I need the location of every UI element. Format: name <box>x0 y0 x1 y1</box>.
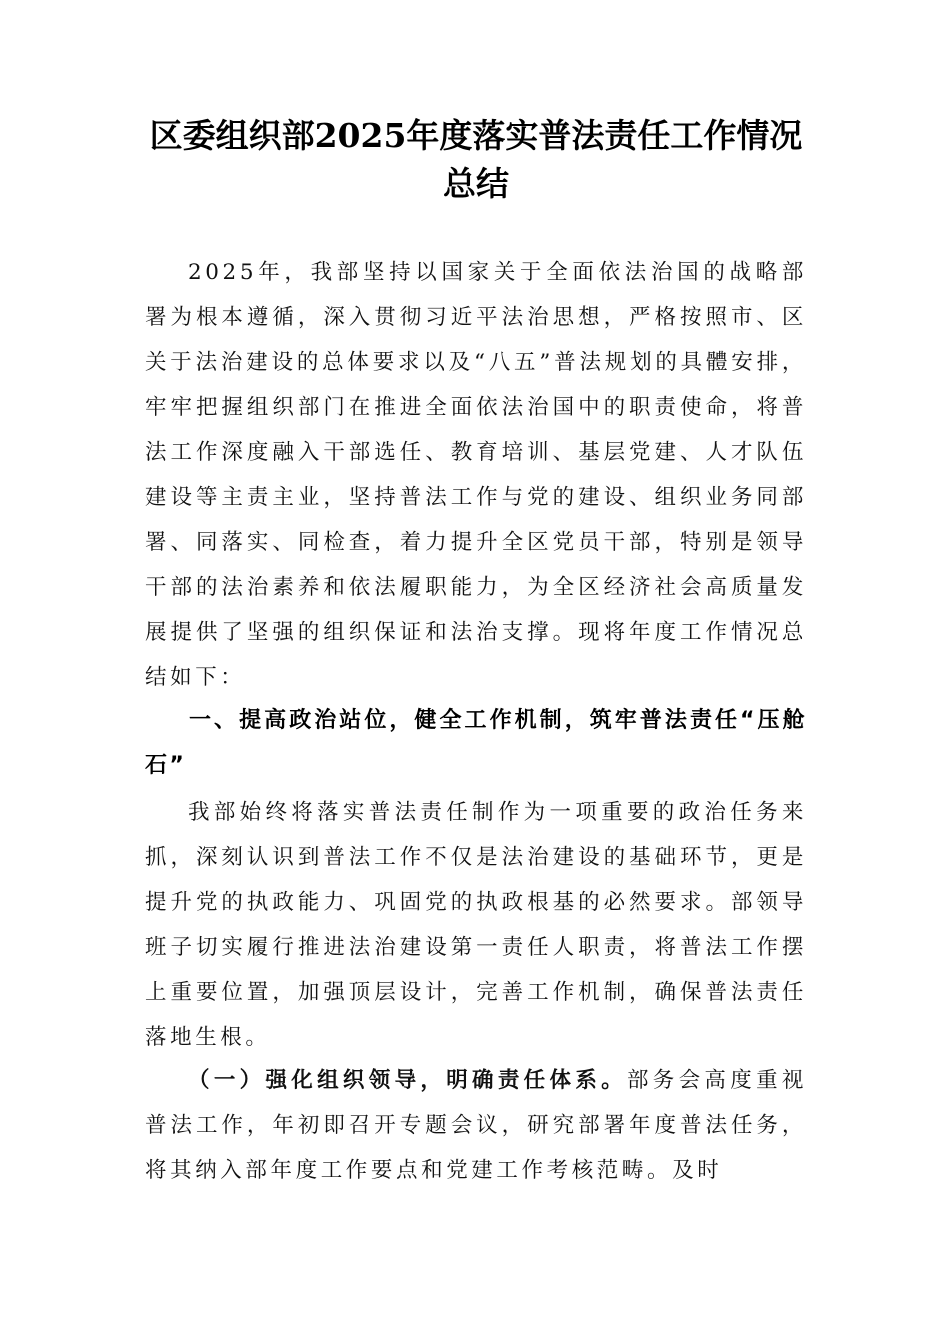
section-1-paragraph <box>145 790 807 1060</box>
document-title: 区委组织部2025年度落实普法责任工作情况总结 <box>149 116 803 203</box>
intro-paragraph <box>145 250 807 700</box>
subsection-1-heading: （一）强化组织领导，明确责任体系。 <box>188 1068 627 1093</box>
subsection-1-paragraph <box>145 1058 807 1193</box>
section-1-heading: 一、提高政治站位，健全工作机制，筑牢普法责任“压舱石” <box>145 708 807 778</box>
subsection-1-text: 部务会高度重视普法工作，年初即召开专题会议，研究部署年度普法任务，将其纳入部年度工作要点和党建工作考核范畴。及时 <box>145 1068 807 1183</box>
section-1-text: 我部始终将落实普法责任制作为一项重要的政治任务来抓，深刻认识到普法工作不仅是法治建设的基础环节，更是提升党的执政能力、巩固党的执政根基的必然要求。部领导班子切实履行推进法治建设第一责任人职责，将普法工作摆上重要位置，加强顶层设计，完善工作机制，确保普法责任落地生根。 <box>145 800 807 1050</box>
intro-text: 2025年，我部坚持以国家关于全面依法治国的战略部署为根本遵循，深入贯彻习近平法治思想，严格按照市、区关于法治建设的总体要求以及“八五”普法规划的具體安排，牢牢把握组织部门在推进全面依法治国中的职责使命，将普法工作深度融入干部选任、教育培训、基层党建、人才队伍建设等主责主业，坚持普法工作与党的建设、组织业务同部署、同落实、同检查，着力提升全区党员干部，特别是领导干部的法治素养和依法履职能力，为全区经济社会高质量发展提供了坚强的组织保证和法治支撑。现将年度工作情况总结如下： <box>145 260 807 690</box>
subsection-1-body <box>145 1058 807 1193</box>
